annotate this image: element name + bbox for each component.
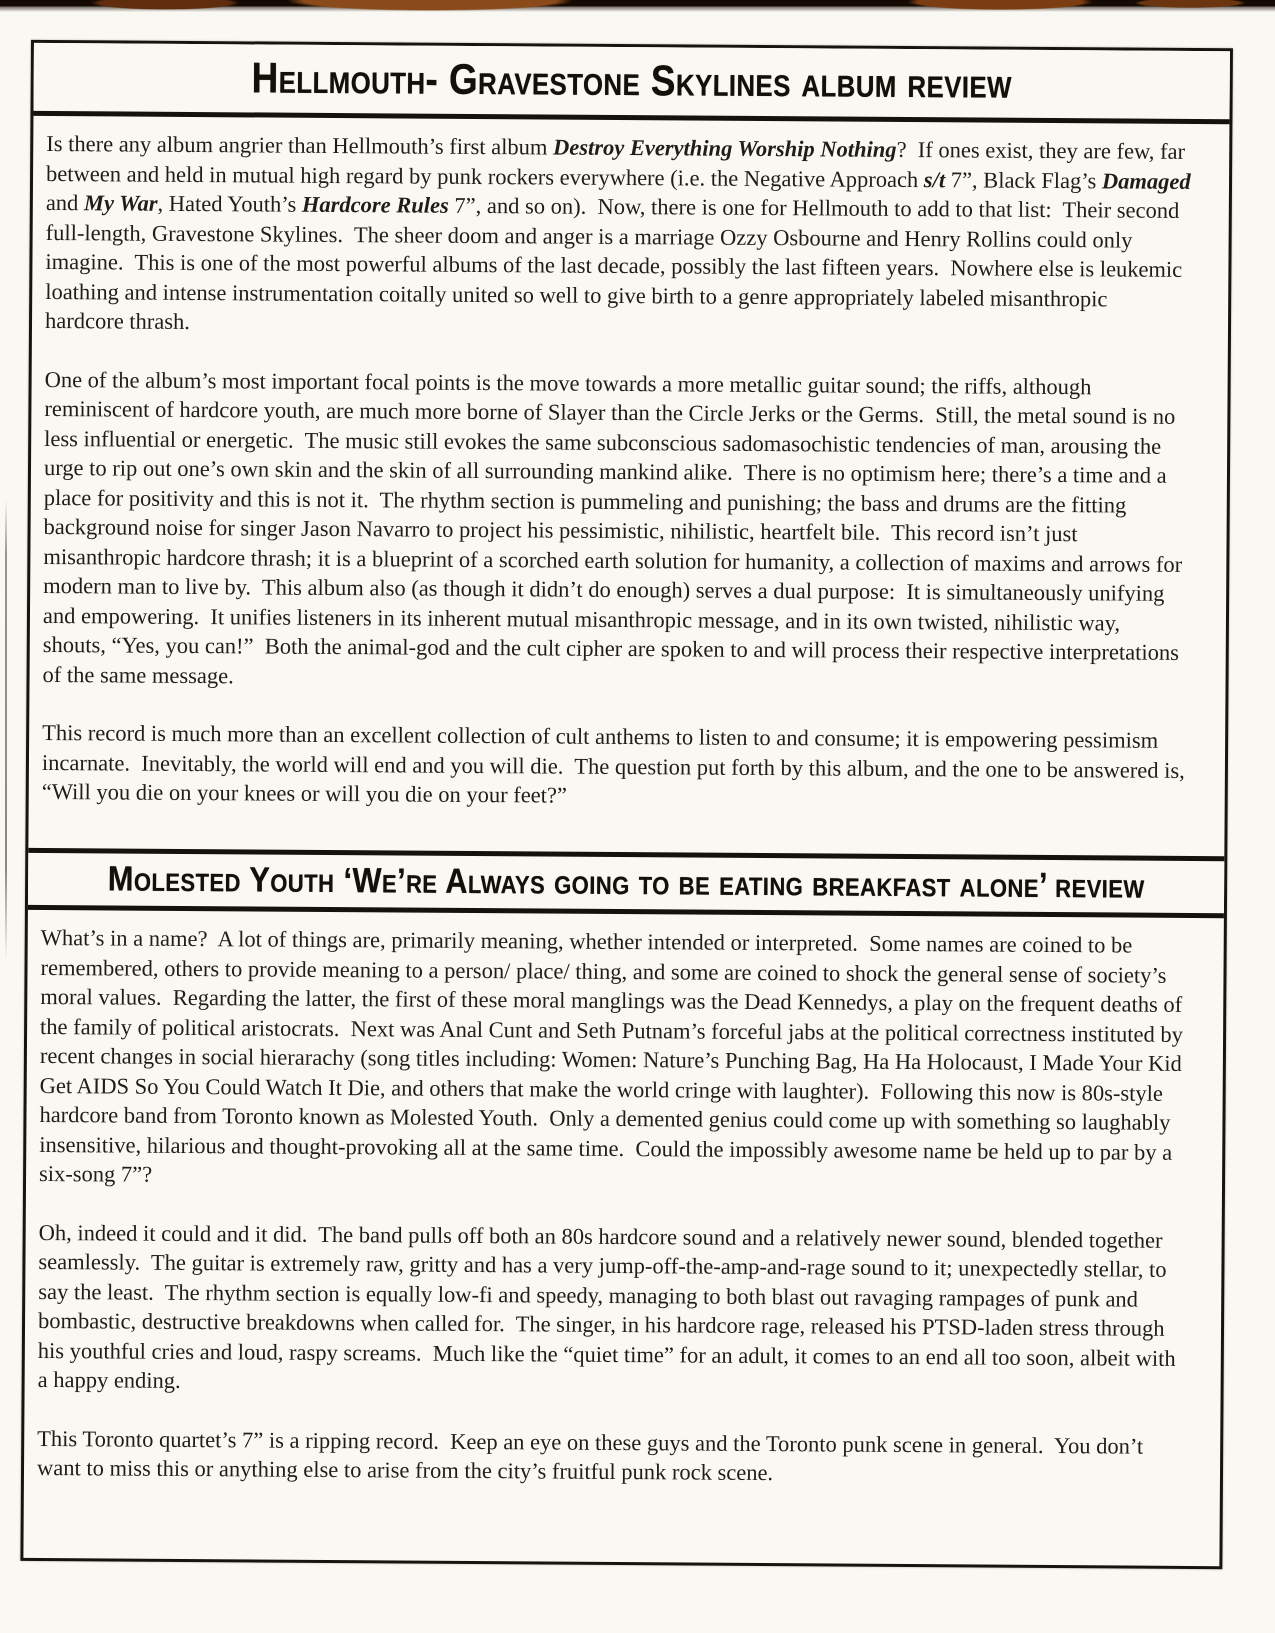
- review-header-hellmouth: [33, 43, 1229, 124]
- review-header-molested-youth: [28, 848, 1224, 918]
- scanner-edge-artifact: [0, 0, 1275, 13]
- review-paragraph: Is there any album angrier than Hellmouth’s first album Destroy Everything Worship Nothing? If ones exist, they are few, far between and held in mutual high regard by punk rockers everywhere (i.e. the Negative Approach s/t 7”, Black Flag’s Damaged and My War, Hated Youth’s Hardcore Rules 7”, and so on). Now, there is one for Hellmouth to add to that list: Their second full-length, Gravestone Skylines. The sheer doom and anger is a marriage Ozzy Osbourne and Henry Rollins could only imagine. This is one of the most powerful albums of the last decade, possibly the last fifteen years. Nowhere else is leukemic loathing and intense instrumentation coitally united so well to give birth to a genre appropriately labeled misanthropic hardcore thrash.: [44, 130, 1197, 334]
- review-body-hellmouth: [28, 116, 1229, 856]
- review-paragraph: This Toronto quartet’s 7” is a ripping record. Keep an eye on these guys and the Toronto punk scene in general. You don’t want to miss this or anything else to arise from the city’s fruitful punk rock scene.: [36, 1425, 1149, 1486]
- scan-fold-line: [5, 500, 7, 960]
- document-page: [20, 40, 1233, 1569]
- review-paragraph: This record is much more than an excellent collection of cult anthems to listen to and consume; it is empowering pessimism incarnate. Inevitably, the world will end and you will die. The question put forth by this album, and the one to be answered is, “Will you die on your knees or will you die on your feet?”: [41, 719, 1191, 808]
- review-paragraph: Oh, indeed it could and it did. The band pulls off both an 80s hardcore sound and a relatively newer sound, blended together seamlessly. The guitar is extremely raw, gritty and has a very jump-off-the-amp-and-rage sound to it; unexpectedly stellar, to say the least. The rhythm section is equally low-fi and speedy, managing to both blast out ravaging rampages of punk and bombastic, destructive breakdowns when called for. The singer, in his hardcore rage, released his PTSD-laden stress through his youthful cries and loud, raspy screams. Much like the “quiet time” for an adult, it comes to an end all too soon, albeit with a happy ending.: [37, 1219, 1182, 1393]
- page-title: Hellmouth- Gravestone Skylines album review: [251, 53, 1013, 108]
- review-body-molested-youth: [23, 910, 1223, 1566]
- page-title: Molested Youth ‘We’re Always going to be eating breakfast alone’ review: [107, 859, 1145, 906]
- review-paragraph: One of the album’s most important focal points is the move towards a more metallic guitar sound; the riffs, although reminiscent of hardcore youth, are much more borne of Slayer than the Circle Jerks or the Germs. Still, the metal sound is no less influential or energetic. The music still evokes the same subconscious sadomasochistic tendencies of man, arousing the urge to rip out one’s own skin and the skin of all surrounding mankind alike. There is no optimism here; there’s a time and a place for positivity and this is not it. The rhythm section is pummeling and punishing; the bass and drums are the fitting background noise for singer Jason Navarro to project his pessimistic, nihilistic, heartfelt bile. This record isn’t just misanthropic hardcore thrash; it is a blueprint of a scorched earth solution for humanity, a collection of maxims and arrows for modern man to live by. This album also (as though it didn’t do enough) serves a dual purpose: It is simultaneously unifying and empowering. It unifies listeners in its inherent mutual misanthropic message, and in its own twisted, nihilistic way, shouts, “Yes, you can!” Both the animal-god and the cult cipher are spoken to and will process their respective interpretations of the same message.: [42, 366, 1188, 688]
- review-paragraph: What’s in a name? A lot of things are, primarily meaning, whether intended or interpreted. Some names are coined to be remembered, others to provide meaning to a person/ place/ thing, and some are coined to shock the general sense of society’s moral values. Regarding the latter, the first of these moral manglings was the Dead Kennedys, a play on the frequent deaths of the family of political aristocrats. Next was Anal Cunt and Seth Putnam’s forceful jabs at the political correctness instituted by recent changes in social hierarachy (song titles including: Women: Nature’s Punching Bag, Ha Ha Holocaust, I Made Your Kid Get AIDS So You Could Watch It Die, and others that make the world cringe with laughter). Following this now is 80s-style hardcore band from Toronto known as Molested Youth. Only a demented genius could come up with something so laughably insensitive, hilarious and thought-provoking all at the same time. Could the impossibly awesome name be held up to par by a six-song 7”?: [38, 924, 1189, 1187]
